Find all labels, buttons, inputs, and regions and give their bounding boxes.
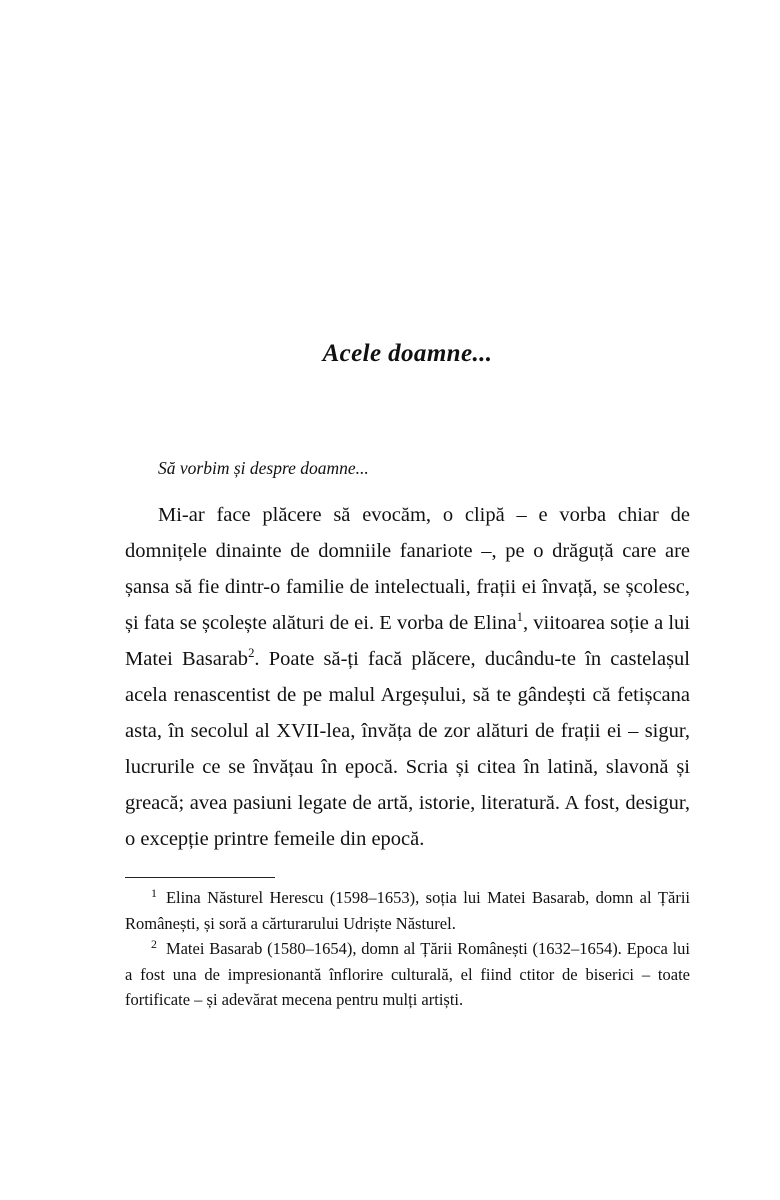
footnote-item bbox=[125, 936, 690, 1013]
footnote-marker: 1 bbox=[151, 885, 157, 900]
body-text-segment-1: Mi-ar face plăcere să evocăm, o clipă – e vorba chiar de domnițele dinainte de domniile fanariote –, pe o drăguță care are șansa să fie dintr-o familie de intelectuali, frații ei învață, se școlesc, și fata se școlește alături de ei. E vorba de Elina bbox=[125, 503, 690, 634]
footnote-separator-rule bbox=[125, 877, 275, 878]
footnote-reference-2[interactable]: 2 bbox=[248, 645, 255, 660]
footnote-reference-1[interactable]: 1 bbox=[516, 609, 523, 624]
footnotes-block bbox=[125, 885, 690, 1013]
footnote-item bbox=[125, 885, 690, 936]
page-content bbox=[125, 0, 690, 1013]
body-paragraph bbox=[125, 497, 690, 857]
footnote-marker: 2 bbox=[151, 936, 157, 951]
footnote-text: Matei Basarab (1580–1654), domn al Țării Românești (1632–1654). Epoca lui a fost una de impresionantă înflorire culturală, el fiind ctitor de biserici – toate fortificate – și adevărat mecena pentru mulți artiști. bbox=[125, 939, 690, 1009]
body-text-segment-2: , viitoarea soție a lui Matei Basarab bbox=[125, 611, 691, 670]
body-text-segment-3: . Poate să-ți facă plăcere, ducându-te în castelașul acela renascentist de pe malul Argeșului, să te gândești că fetișcana asta, în secolul al XVII-lea, învăța de zor alături de frații ei – sigur, lucrurile ce se învățau în epocă. Scria și citea în latină, slavonă și greacă; avea pasiuni legate de artă, istorie, literatură. A fost, desigur, o excepție printre femeile din epocă. bbox=[125, 647, 690, 850]
footnote-text: Elina Năsturel Herescu (1598–1653), soția lui Matei Basarab, domn al Țării Românești, și soră a cărturarului Udriște Năsturel. bbox=[125, 888, 690, 933]
chapter-title: Acele doamne... bbox=[322, 340, 493, 367]
epigraph-text: Să vorbim și despre doamne... bbox=[158, 458, 369, 478]
